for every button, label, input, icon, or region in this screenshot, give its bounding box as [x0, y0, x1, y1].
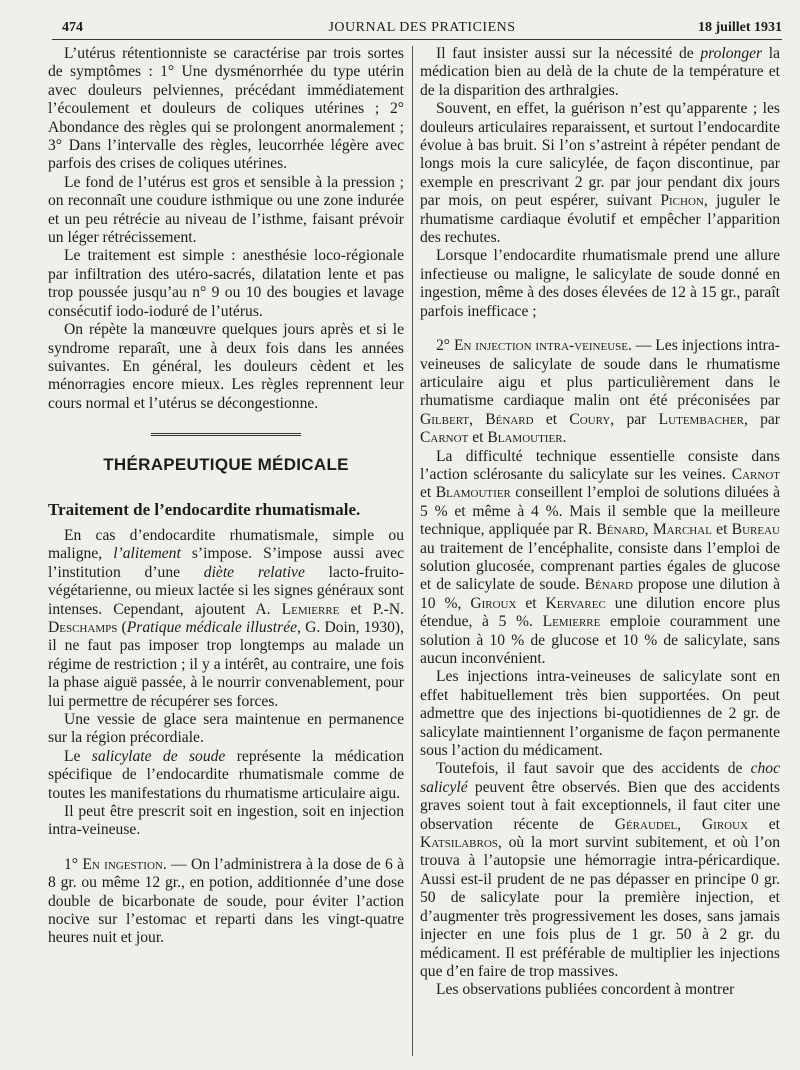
- paragraph: Toutefois, il faut savoir que des accidents de choc salicylé peuvent être observés. Bien que des accidents graves soient tout à fait exceptionnels, il faut citer une observation récente de Géraudel, Giroux et Katsilabros, où la mort survint subitement, et où l’on trouva à l’autopsie une hémorragie intra-péricardique. Aussi est-il prudent de ne pas dépasser en principe 0 gr. 50 de salicylate pour la première injection, et d’augmenter très progressivement les doses, sans jamais injecter en une fois plus de 1 gr. 50 à 2 gr. du médicament. Il est préférable de multiplier les injections que d’en faire de trop massives.: [420, 760, 781, 980]
- right-column: [420, 45, 780, 1000]
- header-rule: [52, 39, 782, 40]
- running-header: [62, 18, 782, 40]
- paragraph: Le traitement est simple : anesthésie loco-régionale par infiltration des utéro-sacrés, dilatation lente et pas trop poussée jusqu’au n° 9 ou 10 des bougies et lavage consécutif iodo-ioduré de l’utérus.: [48, 247, 404, 320]
- paragraph: L’utérus rétentionniste se caractérise par trois sortes de symptômes : 1° Une dysménorrhée du type utérin avec douleurs pelviennes, précédant immédiatement l’écoulement et douleurs de coliques utérines ; 2° Abondance des règles qui se prolongent anormalement ; 3° Dans l’intervalle des règles, leucorrhée légère avec parfois des crises de coliques utérines.: [48, 45, 404, 173]
- paragraph: En cas d’endocardite rhumatismale, simple ou maligne, l’alitement s’impose. S’impose aussi avec l’institution d’une diète relative lacto-fruito-végétarienne, ou mieux lactée si les signes généraux sont intenses. Cependant, ajoutent A. Lemierre et P.-N. Deschamps (Pratique médicale illustrée, G. Doin, 1930), il ne faut pas imposer trop longtemps au malade un régime de restriction ; il y a intérêt, au contraire, une fois la phase aiguë passée, à le nourrir convenablement, pour lui permettre de récupérer ses forces.: [48, 526, 405, 710]
- subsection-label: En injection intra-veineuse.: [453, 337, 632, 355]
- paragraph: Les observations publiées concordent à montrer: [436, 981, 735, 999]
- paragraph: On répète la manœuvre quelques jours après et si le syndrome reparaît, une à deux fois dans les années suivantes. En général, les douleurs cèdent et les ménorragies encore mieux. Les règles reprennent leur cours normal et l’utérus se décongestionne.: [48, 321, 404, 412]
- paragraph: Une vessie de glace sera maintenue en permanence sur la région précordiale.: [48, 711, 404, 747]
- paragraph: Lorsque l’endocardite rhumatismale prend une allure infectieuse ou maligne, le salicylate de soude donné en ingestion, même à des doses élevées de 12 à 15 gr., paraît parfois inefficace ;: [420, 247, 780, 320]
- left-column: [48, 45, 404, 948]
- book-title: Pratique médicale illustrée: [126, 618, 298, 636]
- paragraph: 1° En ingestion. — On l’administrera à la dose de 6 à 8 gr. ou même 12 gr., en potion, additionnée d’une dose double de bicarbonate de soude, pour éviter l’action nocive sur l’estomac et reparti dans les vingt-quatre heures nuit et jour.: [48, 855, 404, 947]
- subsection-label: En ingestion.: [82, 855, 167, 873]
- paragraph: Les injections intra-veineuses de salicylate sont en effet habituellement très bien supportées. On peut admettre que des injections bi-quotidiennes de 2 gr. de salicylate maintiennent l’organisme de façon permanente sous l’action du médicament.: [420, 668, 780, 760]
- paragraph: La difficulté technique essentielle consiste dans l’action sclérosante du salicylate sur les veines. Carnot et Blamoutier conseillent l’emploi de solutions diluées à 5 % et même à 4 %. Mais il semble que la meilleure technique, appliquée par R. Bénard, Marchal et Bureau au traitement de l’encéphalite, consiste dans l’emploi de solution glucosée, comprenant parties égales de glucose et de salicylate de soude. Bénard propose une dilution à 10 %, Giroux et Kervarec une dilution encore plus étendue, à 5 %. Lemierre emploie couramment une solution à 10 % de glucose et 10 % de salicylate, sans aucun inconvénient.: [420, 447, 781, 667]
- author-name: Pichon: [660, 192, 704, 210]
- journal-title: JOURNAL DES PRATICIENS: [328, 20, 516, 35]
- paragraph: Le fond de l’utérus est gros et sensible à la pression ; on reconnaît une coudure isthmique ou une zone indurée et un peu rétrécie au niveau de l’isthme, faisant prévoir un léger rétrécissement.: [48, 173, 404, 247]
- section-title: THÉRAPEUTIQUE MÉDICALE: [103, 455, 349, 475]
- page-number: 474: [62, 20, 83, 35]
- author-name: Lemierre: [281, 600, 340, 618]
- column-divider: [412, 46, 413, 1056]
- issue-date: 18 juillet 1931: [698, 20, 782, 35]
- paragraph: Le salicylate de soude représente la médication spécifique de l’endocardite rhumatismale comme de toutes les manifestations du rhumatisme articulaire aigu.: [48, 747, 404, 802]
- author-name: Deschamps: [48, 618, 118, 636]
- article-title: Traitement de l’endocardite rhumatismale.: [48, 499, 361, 519]
- paragraph: 2° En injection intra-veineuse. — Les injections intra-veineuses de salicylate de soude dans le rhumatisme articulaire aigu et plus particulièrement dans le rhumatisme cardiaque malin ont été préconisées par Gilbert, Bénard et Coury, par Lutembacher, par Carnot et Blamoutier.: [420, 337, 780, 447]
- paragraph: Souvent, en effet, la guérison n’est qu’apparente ; les douleurs articulaires reparaissent, et surtout l’endocardite évolue à bas bruit. Si l’on s’astreint à répéter pendant de longs mois la cure salicylée, de façon discontinue, par exemple en prescrivant 2 gr. par jour pendant dix jours par mois, on peut espérer, suivant Pichon, juguler le rhumatisme cardiaque évolutif et empêcher l’apparition des rechutes.: [420, 100, 780, 247]
- paragraph: Il peut être prescrit soit en ingestion, soit en injection intra-veineuse.: [48, 803, 404, 839]
- section-separator: [151, 433, 301, 438]
- paragraph: Il faut insister aussi sur la nécessité de prolonger la médication bien au delà de la chute de la température et de la disparition des arthralgies.: [420, 45, 780, 99]
